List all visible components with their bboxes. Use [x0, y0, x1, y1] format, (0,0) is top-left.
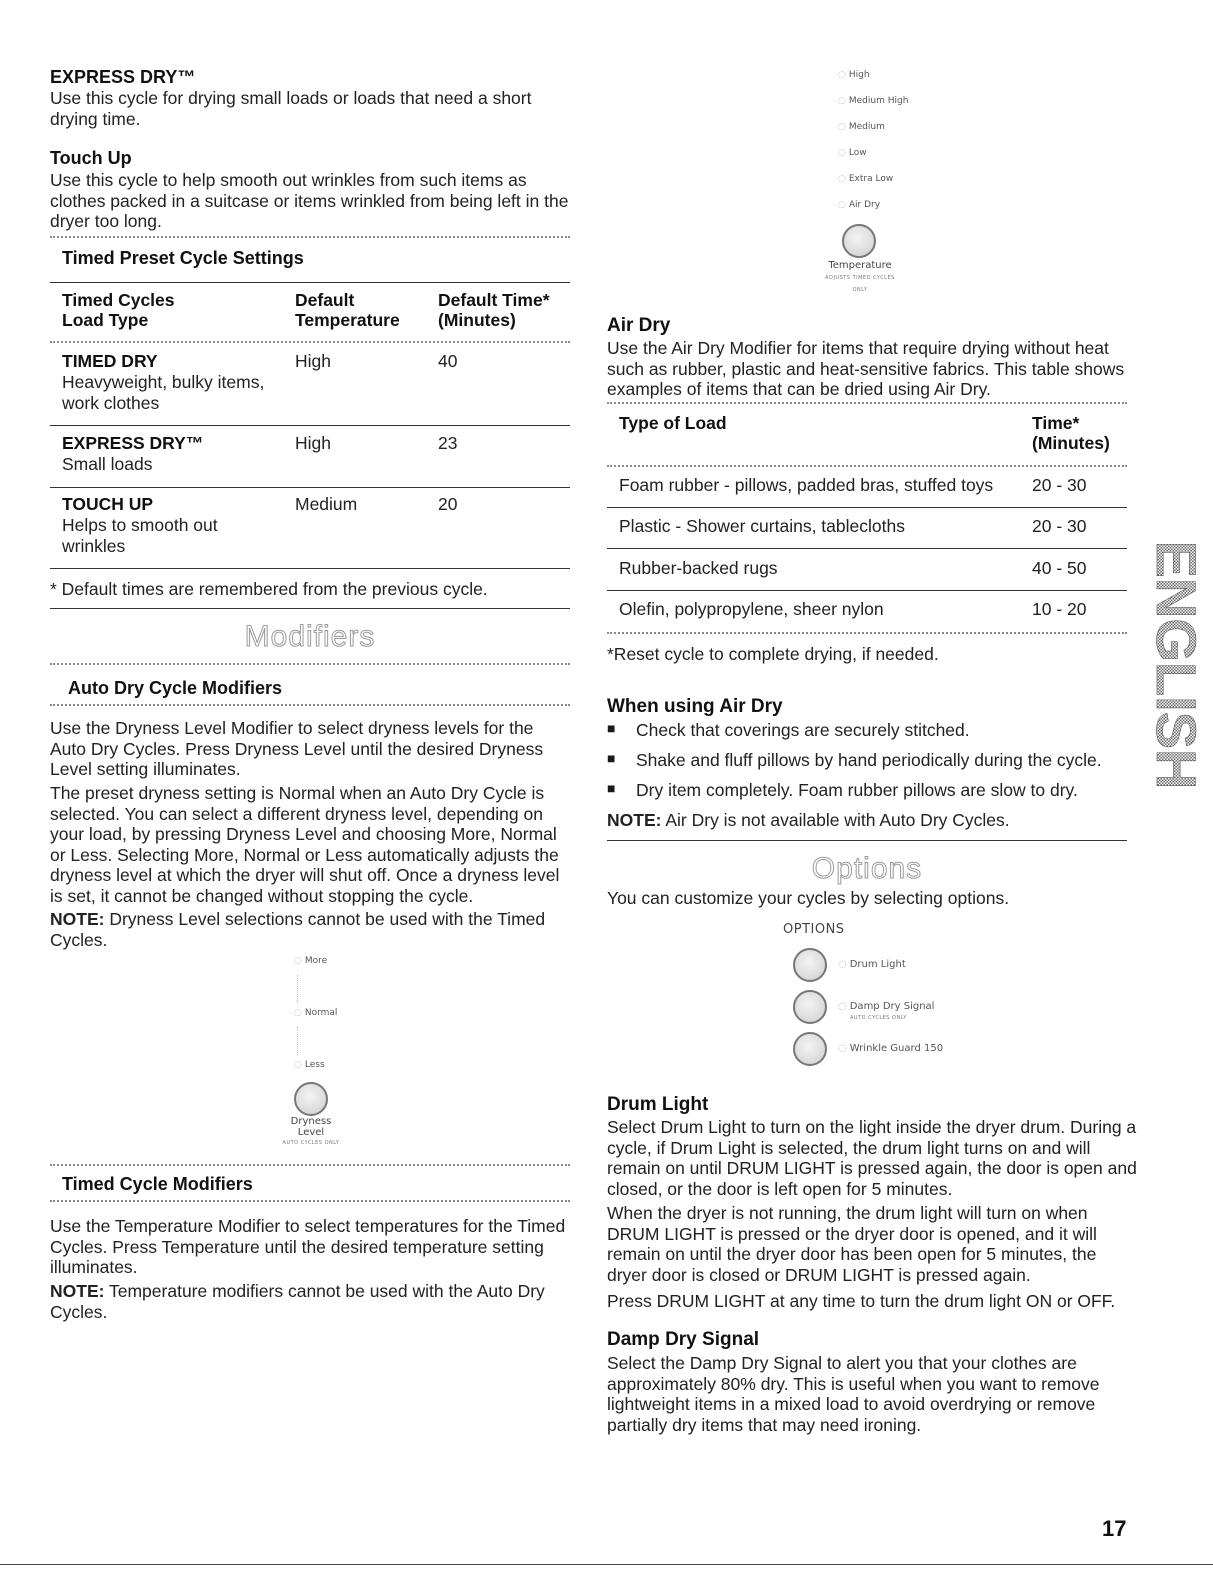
note-text: Temperature modifiers cannot be used with the Auto Dry Cycles. — [50, 1281, 545, 1322]
divider — [50, 487, 570, 488]
divider — [607, 840, 1127, 841]
divider — [50, 608, 570, 609]
header-minutes: (Minutes) — [438, 310, 516, 330]
table-row-load: Olefin, polypropylene, sheer nylon — [619, 599, 884, 619]
auto-dry-modifiers-title: Auto Dry Cycle Modifiers — [68, 678, 283, 698]
divider — [607, 465, 1127, 467]
dryness-level-label — [280, 1116, 342, 1149]
note-label: NOTE: — [50, 1281, 105, 1301]
indicator-light-icon: ◌ — [294, 956, 302, 966]
table-row-temp: High — [295, 351, 331, 371]
temperature-button[interactable] — [842, 224, 876, 258]
note-label: NOTE: — [607, 810, 662, 830]
timed-modifiers-note — [50, 1281, 570, 1322]
damp-dry-signal-title: Damp Dry Signal — [607, 1329, 760, 1350]
divider — [50, 282, 570, 283]
table-row-time: 20 - 30 — [1032, 516, 1087, 536]
dryness-label-line1: Dryness — [290, 1116, 332, 1127]
indicator-light-icon: ◌ — [838, 1001, 847, 1012]
temperature-label-sub: ADJUSTS TIMED CYCLES — [825, 275, 895, 281]
indicator-light-icon: ◌ — [838, 200, 846, 210]
header-default: Default — [295, 290, 355, 310]
divider — [607, 590, 1127, 591]
temperature-label — [810, 260, 910, 296]
header-load-type: Load Type — [62, 310, 149, 330]
timed-table-title: Timed Preset Cycle Settings — [62, 248, 304, 268]
divider — [50, 704, 570, 706]
drum-light-title: Drum Light — [607, 1094, 709, 1115]
divider — [50, 1164, 570, 1166]
timed-modifiers-p1: Use the Temperature Modifier to select temperatures for the Timed Cycles. Press Temperature until the desired temperature setting illuminates. — [50, 1216, 566, 1277]
table-row-cycle: TOUCH UP — [62, 494, 154, 514]
indicator-light-icon: ◌ — [838, 959, 847, 970]
table-row-desc: Heavyweight, bulky items, work clothes — [62, 372, 265, 413]
drum-light-p1: Select Drum Light to turn on the light inside the dryer drum. During a cycle, if Drum Light is selected, the drum light turns on and will remain on until DRUM LIGHT is pressed again, the door is open and closed, or the door is left open for 5 minutes. — [607, 1117, 1137, 1199]
options-intro: You can customize your cycles by selecting options. — [607, 888, 1010, 908]
note-text: Air Dry is not available with Auto Dry Cycles. — [661, 810, 1010, 830]
divider — [50, 236, 570, 238]
timed-table-footnote: * Default times are remembered from the previous cycle. — [50, 579, 488, 599]
table-row-time: 40 — [438, 351, 458, 371]
options-panel-label: OPTIONS — [783, 922, 845, 937]
express-dry-title: EXPRESS DRY™ — [50, 67, 196, 87]
wrinkle-guard-button[interactable] — [793, 1032, 827, 1066]
indicator-light-icon: ◌ — [838, 70, 846, 80]
table-row-desc: Small loads — [62, 454, 153, 474]
damp-dry-signal-body: Select the Damp Dry Signal to alert you that your clothes are approximately 80% dry. This is useful when you want to remove lightweight items in a mixed load to avoid overdrying or remove partially dry items that may need ironing. — [607, 1353, 1100, 1435]
dryness-label-line2: Level — [297, 1127, 325, 1138]
table-row-desc: Helps to smooth out wrinkles — [62, 515, 218, 556]
temperature-label-main: Temperature — [828, 260, 892, 271]
modifiers-section-title: Modifiers — [244, 620, 376, 653]
dryness-level-button[interactable] — [294, 1082, 328, 1116]
timed-cycle-modifiers-title: Timed Cycle Modifiers — [62, 1174, 253, 1194]
table-row-temp: Medium — [295, 494, 358, 514]
divider — [607, 402, 1127, 404]
table-row-cycle: EXPRESS DRY™ — [62, 433, 204, 453]
air-dry-footnote: *Reset cycle to complete drying, if needed. — [607, 644, 939, 664]
temperature-indicator: ◌ Low — [838, 148, 867, 158]
indicator-light-icon: ◌ — [838, 122, 846, 132]
english-tab-text: ENGLISH — [1145, 540, 1209, 790]
table-row-time: 23 — [438, 433, 458, 453]
divider — [50, 341, 570, 343]
page-bottom-rule — [0, 1564, 1213, 1565]
table-row-temp: High — [295, 433, 331, 453]
divider — [50, 568, 570, 569]
touch-up-title: Touch Up — [50, 148, 132, 168]
note-text: Dryness Level selections cannot be used with the Timed Cycles. — [50, 909, 546, 950]
temperature-indicator: ◌ Medium High — [838, 96, 909, 106]
page-number: 17 — [1102, 1516, 1127, 1541]
english-tab-graphic — [1145, 540, 1209, 790]
table-row-time: 20 — [438, 494, 458, 514]
divider — [607, 507, 1127, 508]
bullet-icon: ■ — [607, 720, 616, 736]
drum-light-p2: When the dryer is not running, the drum light will turn on when DRUM LIGHT is pressed or the dryer door is opened, and it will remain on until the dryer door has been open for 5 minutes, the dryer door is closed or DRUM LIGHT is pressed again. — [607, 1203, 1097, 1285]
express-dry-body: Use this cycle for drying small loads or loads that need a short drying time. — [50, 88, 532, 129]
air-dry-title: Air Dry — [607, 315, 671, 336]
indicator-light-icon: ◌ — [838, 1043, 847, 1054]
dryness-level-indicator: ◌ Normal — [294, 1008, 338, 1018]
indicator-light-icon: ◌ — [294, 1060, 302, 1070]
table-row-time: 40 - 50 — [1032, 558, 1087, 578]
header-timed-cycles: Timed Cycles — [62, 290, 175, 310]
dryness-label-sub: AUTO CYCLES ONLY — [282, 1140, 340, 1146]
note-label: NOTE: — [50, 909, 105, 929]
indicator-light-icon: ◌ — [838, 174, 846, 184]
header-type-of-load: Type of Load — [619, 413, 727, 433]
air-dry-note — [607, 810, 1137, 831]
air-dry-body: Use the Air Dry Modifier for items that require drying without heat such as rubber, plastic and heat-sensitive fabrics. This table shows examples of items that can be dried using Air Dry. — [607, 338, 1125, 399]
language-tab — [1145, 540, 1209, 790]
damp-dry-signal-button[interactable] — [793, 990, 827, 1024]
temperature-indicator: ◌ Medium — [838, 122, 885, 132]
indicator-light-icon: ◌ — [294, 1008, 302, 1018]
divider — [50, 1200, 570, 1202]
auto-dry-p1: Use the Dryness Level Modifier to select dryness levels for the Auto Dry Cycles. Press Dryness Level until the desired Dryness Level setting illuminates. — [50, 718, 544, 779]
dryness-level-indicator: ◌ More — [294, 956, 328, 966]
divider — [50, 425, 570, 426]
drum-light-p3: Press DRUM LIGHT at any time to turn the drum light ON or OFF. — [607, 1291, 1116, 1311]
table-row-cycle: TIMED DRY — [62, 351, 158, 371]
table-row-time: 20 - 30 — [1032, 475, 1087, 495]
divider — [607, 632, 1127, 634]
header-temperature: Temperature — [295, 310, 400, 330]
bullet-icon: ■ — [607, 750, 616, 766]
table-row-load: Rubber-backed rugs — [619, 558, 778, 578]
table-row-load: Foam rubber - pillows, padded bras, stuffed toys — [619, 475, 994, 495]
touch-up-body: Use this cycle to help smooth out wrinkles from such items as clothes packed in a suitcase or items wrinkled from being left in the dryer too long. — [50, 170, 569, 231]
temperature-indicator: ◌ High — [838, 70, 870, 80]
damp-dry-signal-indicator: ◌ Damp Dry Signal — [838, 1001, 935, 1012]
options-section-title: Options — [811, 852, 923, 885]
temperature-label-sub: ONLY — [852, 287, 868, 293]
wrinkle-guard-indicator: ◌ Wrinkle Guard 150 — [838, 1043, 944, 1054]
divider — [607, 548, 1127, 549]
damp-dry-sub: AUTO CYCLES ONLY — [850, 1015, 907, 1021]
table-row-load: Plastic - Shower curtains, tablecloths — [619, 516, 905, 536]
header-minutes: (Minutes) — [1032, 433, 1110, 453]
table-row-time: 10 - 20 — [1032, 599, 1087, 619]
indicator-connector — [297, 1027, 298, 1055]
when-using-air-dry-title: When using Air Dry — [607, 696, 783, 717]
divider — [50, 663, 570, 665]
bullet-icon: ■ — [607, 780, 616, 796]
header-time: Time* — [1032, 413, 1080, 433]
indicator-light-icon: ◌ — [838, 148, 846, 158]
drum-light-button[interactable] — [793, 948, 827, 982]
auto-dry-note — [50, 909, 570, 950]
indicator-connector — [297, 975, 298, 1003]
drum-light-indicator: ◌ Drum Light — [838, 959, 906, 970]
auto-dry-p2: The preset dryness setting is Normal when an Auto Dry Cycle is selected. You can select a different dryness level, depending on your load, by pressing Dryness Level and choosing More, Normal or Less. Selecting More, Normal or Less automatically adjusts the dryness level at which the dryer will shut off. Once a dryness level is set, it cannot be changed without stopping the cycle. — [50, 783, 560, 906]
indicator-light-icon: ◌ — [838, 96, 846, 106]
temperature-indicator: ◌ Extra Low — [838, 174, 894, 184]
dryness-level-indicator: ◌ Less — [294, 1060, 325, 1070]
temperature-indicator: ◌ Air Dry — [838, 200, 881, 210]
header-default-time: Default Time* — [438, 290, 550, 310]
